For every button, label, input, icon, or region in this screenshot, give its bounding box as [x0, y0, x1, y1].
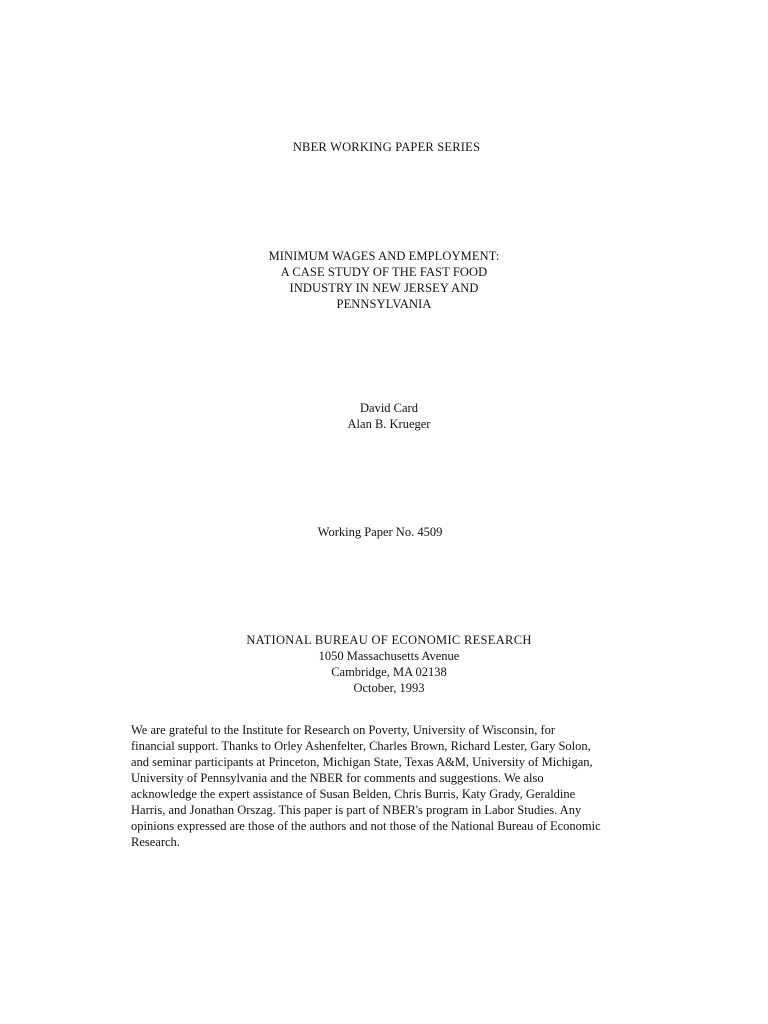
acknowledgment-line: Harris, and Jonathan Orszag. This paper is part of NBER's program in Labor Studies. Any	[131, 803, 582, 817]
address-street: 1050 Massachusetts Avenue	[318, 649, 460, 663]
title-line: A CASE STUDY OF THE FAST FOOD	[280, 265, 488, 279]
paper-title	[0, 248, 768, 312]
acknowledgment-line: and seminar participants at Princeton, Michigan State, Texas A&M, University of Michigan,	[131, 755, 593, 769]
acknowledgment-line: We are grateful to the Institute for Research on Poverty, University of Wisconsin, for	[131, 723, 556, 737]
acknowledgment-line: acknowledge the expert assistance of Susan Belden, Chris Burris, Katy Grady, Geraldine	[131, 787, 576, 801]
acknowledgment-paragraph	[131, 722, 647, 850]
title-line: MINIMUM WAGES AND EMPLOYMENT:	[268, 249, 500, 263]
title-line: INDUSTRY IN NEW JERSEY AND	[289, 281, 479, 295]
acknowledgment-line: opinions expressed are those of the authors and not those of the National Bureau of Economic	[131, 819, 601, 833]
author-list	[0, 400, 768, 432]
organization-name: NATIONAL BUREAU OF ECONOMIC RESEARCH	[246, 633, 532, 647]
acknowledgment-line: financial support. Thanks to Orley Ashenfelter, Charles Brown, Richard Lester, Gary Solon,	[131, 739, 591, 753]
address-city: Cambridge, MA 02138	[331, 665, 447, 679]
publication-date: October, 1993	[353, 681, 425, 695]
series-heading: NBER WORKING PAPER SERIES	[292, 140, 481, 154]
organization-block	[0, 632, 768, 696]
acknowledgment-line: Research.	[131, 835, 180, 849]
author-name: Alan B. Krueger	[347, 417, 431, 431]
author-name: David Card	[360, 401, 418, 415]
acknowledgment-line: University of Pennsylvania and the NBER for comments and suggestions. We also	[131, 771, 544, 785]
title-line: PENNSYLVANIA	[336, 297, 432, 311]
working-paper-number: Working Paper No. 4509	[317, 525, 443, 539]
